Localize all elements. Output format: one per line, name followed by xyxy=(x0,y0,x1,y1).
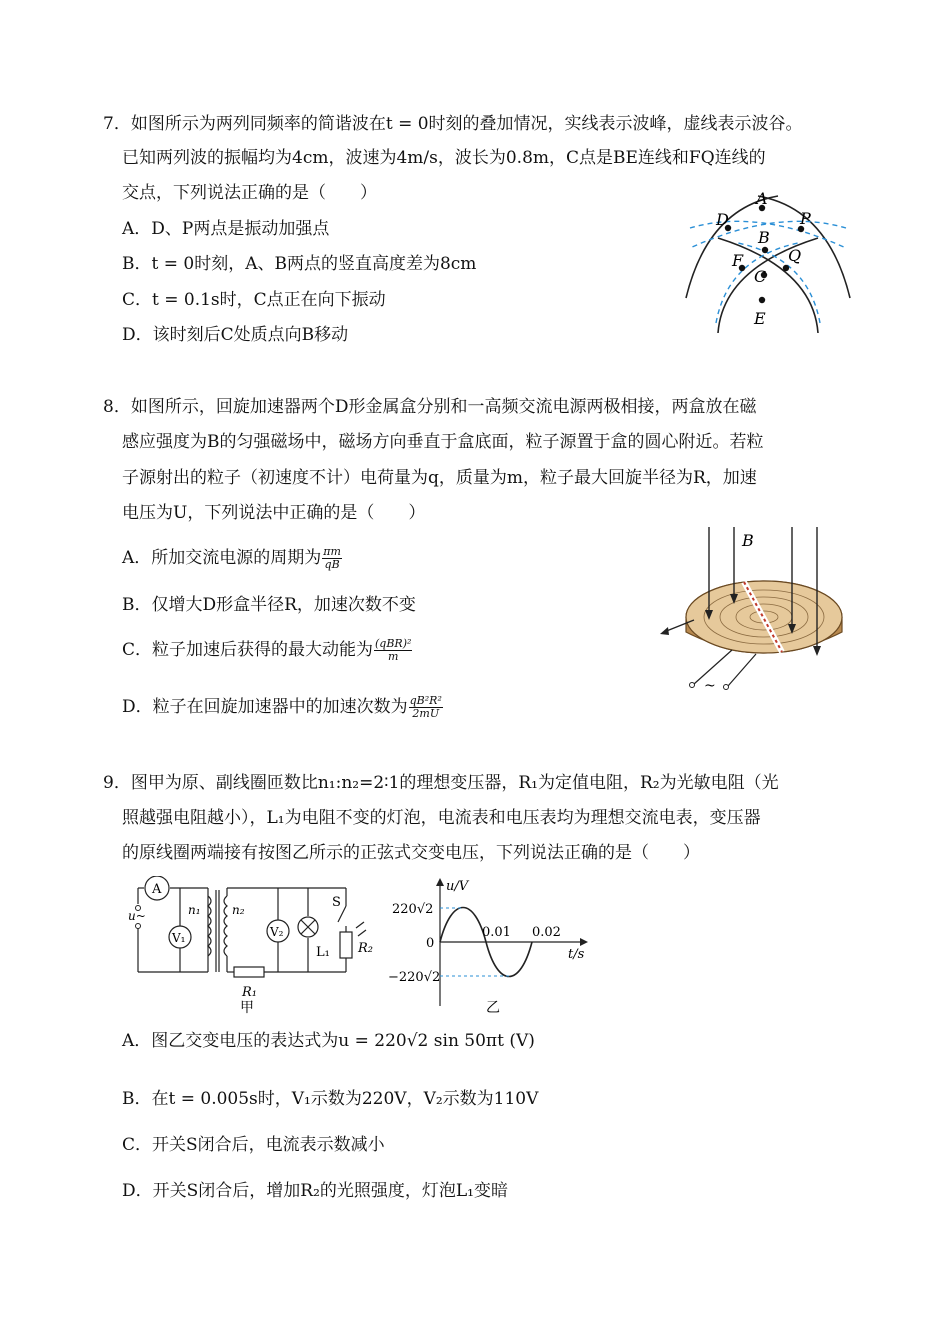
q9-stem-line-1 xyxy=(103,772,779,794)
label-c: C xyxy=(754,267,767,286)
q8-option-d xyxy=(122,695,443,720)
x-tick-002: 0.02 xyxy=(532,925,561,940)
q9-stem-line-3: 的原线圈两端接有按图乙所示的正弦式交变电压，下列说法正确的是（ ） xyxy=(122,843,700,863)
q8-stem-text-1: 如图所示，回旋加速器两个D形金属盒分别和一高频交流电源两极相接，两盒放在磁 xyxy=(130,397,757,417)
q7-number: 7． xyxy=(103,114,131,134)
q7-stem-line-3: 交点，下列说法正确的是（ ） xyxy=(122,183,377,203)
q8-option-d-numerator: qB²R² xyxy=(409,694,442,707)
q7-option-a: A．D、P两点是振动加强点 xyxy=(122,219,330,239)
q8-option-c-text: C．粒子加速后获得的最大动能为 xyxy=(122,640,374,660)
y-min-tick: −220√2 xyxy=(388,970,441,985)
field-label-b: B xyxy=(742,531,754,550)
figure-jia-caption: 甲 xyxy=(240,1000,254,1016)
q7-stem-line-2: 已知两列波的振幅均为4cm，波速为4m/s，波长为0.8m，C点是BE连线和FQ连线的 xyxy=(122,148,766,168)
x-tick-001: 0.01 xyxy=(482,925,511,940)
q8-option-d-fraction xyxy=(409,695,443,720)
q9-option-a: A．图乙交变电压的表达式为u = 220√2 sin 50πt (V) xyxy=(122,1031,535,1051)
y-max-tick: 220√2 xyxy=(392,902,434,917)
label-e: E xyxy=(754,309,766,328)
q8-stem-line-2: 感应强度为B的匀强磁场中，磁场方向垂直于盒底面，粒子源置于盒的圆心附近。若粒 xyxy=(122,432,764,452)
q8-option-a-denominator: qB xyxy=(324,558,340,571)
l1-label: L₁ xyxy=(316,945,330,960)
q8-option-c-numerator: (qBR)² xyxy=(375,637,412,650)
point-q xyxy=(783,265,789,271)
n2-label: n₂ xyxy=(232,903,245,917)
label-d: D xyxy=(716,210,729,229)
q9-number: 9． xyxy=(103,773,131,793)
q8-cyclotron-figure xyxy=(652,522,852,692)
q7-option-c: C．t = 0.1s时，C点正在向下振动 xyxy=(122,290,386,310)
u-source-label: u~ xyxy=(128,909,146,923)
q8-option-d-text: D．粒子在回旋加速器中的加速次数为 xyxy=(122,697,408,717)
q9-stem-line-2: 照越强电阻越小），L₁为电阻不变的灯泡，电流表和电压表均为理想交流电表，变压器 xyxy=(122,808,761,828)
x-axis-label: t/s xyxy=(568,947,585,962)
q7-stem-line-1 xyxy=(103,113,803,135)
q8-option-a-fraction xyxy=(322,546,342,571)
q8-stem-line-3: 子源射出的粒子（初速度不计）电荷量为q，质量为m，粒子最大回旋半径为R，加速 xyxy=(122,468,757,488)
q8-option-a xyxy=(122,546,342,571)
q9-voltage-graph xyxy=(388,876,588,1016)
point-e xyxy=(759,297,765,303)
q9-stem-text-1: 图甲为原、副线圈匝数比n₁:n₂=2∶1的理想变压器，R₁为定值电阻，R₂为光敏电阻（光 xyxy=(130,773,779,793)
y-axis-label: u/V xyxy=(446,879,469,894)
switch-label: S xyxy=(332,895,341,910)
q8-option-a-text: A．所加交流电源的周期为 xyxy=(122,548,322,568)
q9-option-d: D．开关S闭合后，增加R₂的光照强度，灯泡L₁变暗 xyxy=(122,1181,508,1201)
q9-circuit-figure xyxy=(128,876,390,1016)
label-p: P xyxy=(800,209,811,228)
q7-option-b: B．t = 0时刻，A、B两点的竖直高度差为8cm xyxy=(122,254,477,274)
q8-option-c-fraction xyxy=(374,638,412,663)
q8-option-c-denominator: m xyxy=(388,650,399,663)
q7-wave-figure xyxy=(678,188,858,338)
y-zero-tick: 0 xyxy=(426,936,435,951)
q8-option-a-numerator: πm xyxy=(323,545,341,558)
v1-label: V₁ xyxy=(172,931,186,945)
q7-stem-text-1: 如图所示为两列同频率的简谐波在t = 0时刻的叠加情况，实线表示波峰，虚线表示波谷。 xyxy=(130,114,803,134)
q8-stem-line-4: 电压为U，下列说法中正确的是（ ） xyxy=(122,503,426,523)
r2-label: R₂ xyxy=(358,941,373,956)
v2-label: V₂ xyxy=(270,925,284,939)
label-a: A xyxy=(756,189,768,208)
q9-option-c: C．开关S闭合后，电流表示数减小 xyxy=(122,1135,385,1155)
r1-label: R₁ xyxy=(242,985,257,1000)
label-q: Q xyxy=(788,246,802,265)
q9-option-b: B．在t = 0.005s时，V₁示数为220V，V₂示数为110V xyxy=(122,1089,539,1109)
q7-option-d: D．该时刻后C处质点向B移动 xyxy=(122,325,349,345)
ac-source-label: ~ xyxy=(704,678,716,692)
point-b xyxy=(762,247,768,253)
n1-label: n₁ xyxy=(188,903,201,917)
q8-option-b: B．仅增大D形盒半径R，加速次数不变 xyxy=(122,595,416,615)
q8-stem-line-1 xyxy=(103,396,756,418)
figure-yi-caption: 乙 xyxy=(486,1000,500,1016)
q8-option-c xyxy=(122,638,412,663)
ammeter-label: A xyxy=(152,882,162,897)
label-b: B xyxy=(758,228,770,247)
q8-number: 8． xyxy=(103,397,131,417)
q8-option-d-denominator: 2mU xyxy=(412,707,440,720)
label-f: F xyxy=(732,251,744,270)
